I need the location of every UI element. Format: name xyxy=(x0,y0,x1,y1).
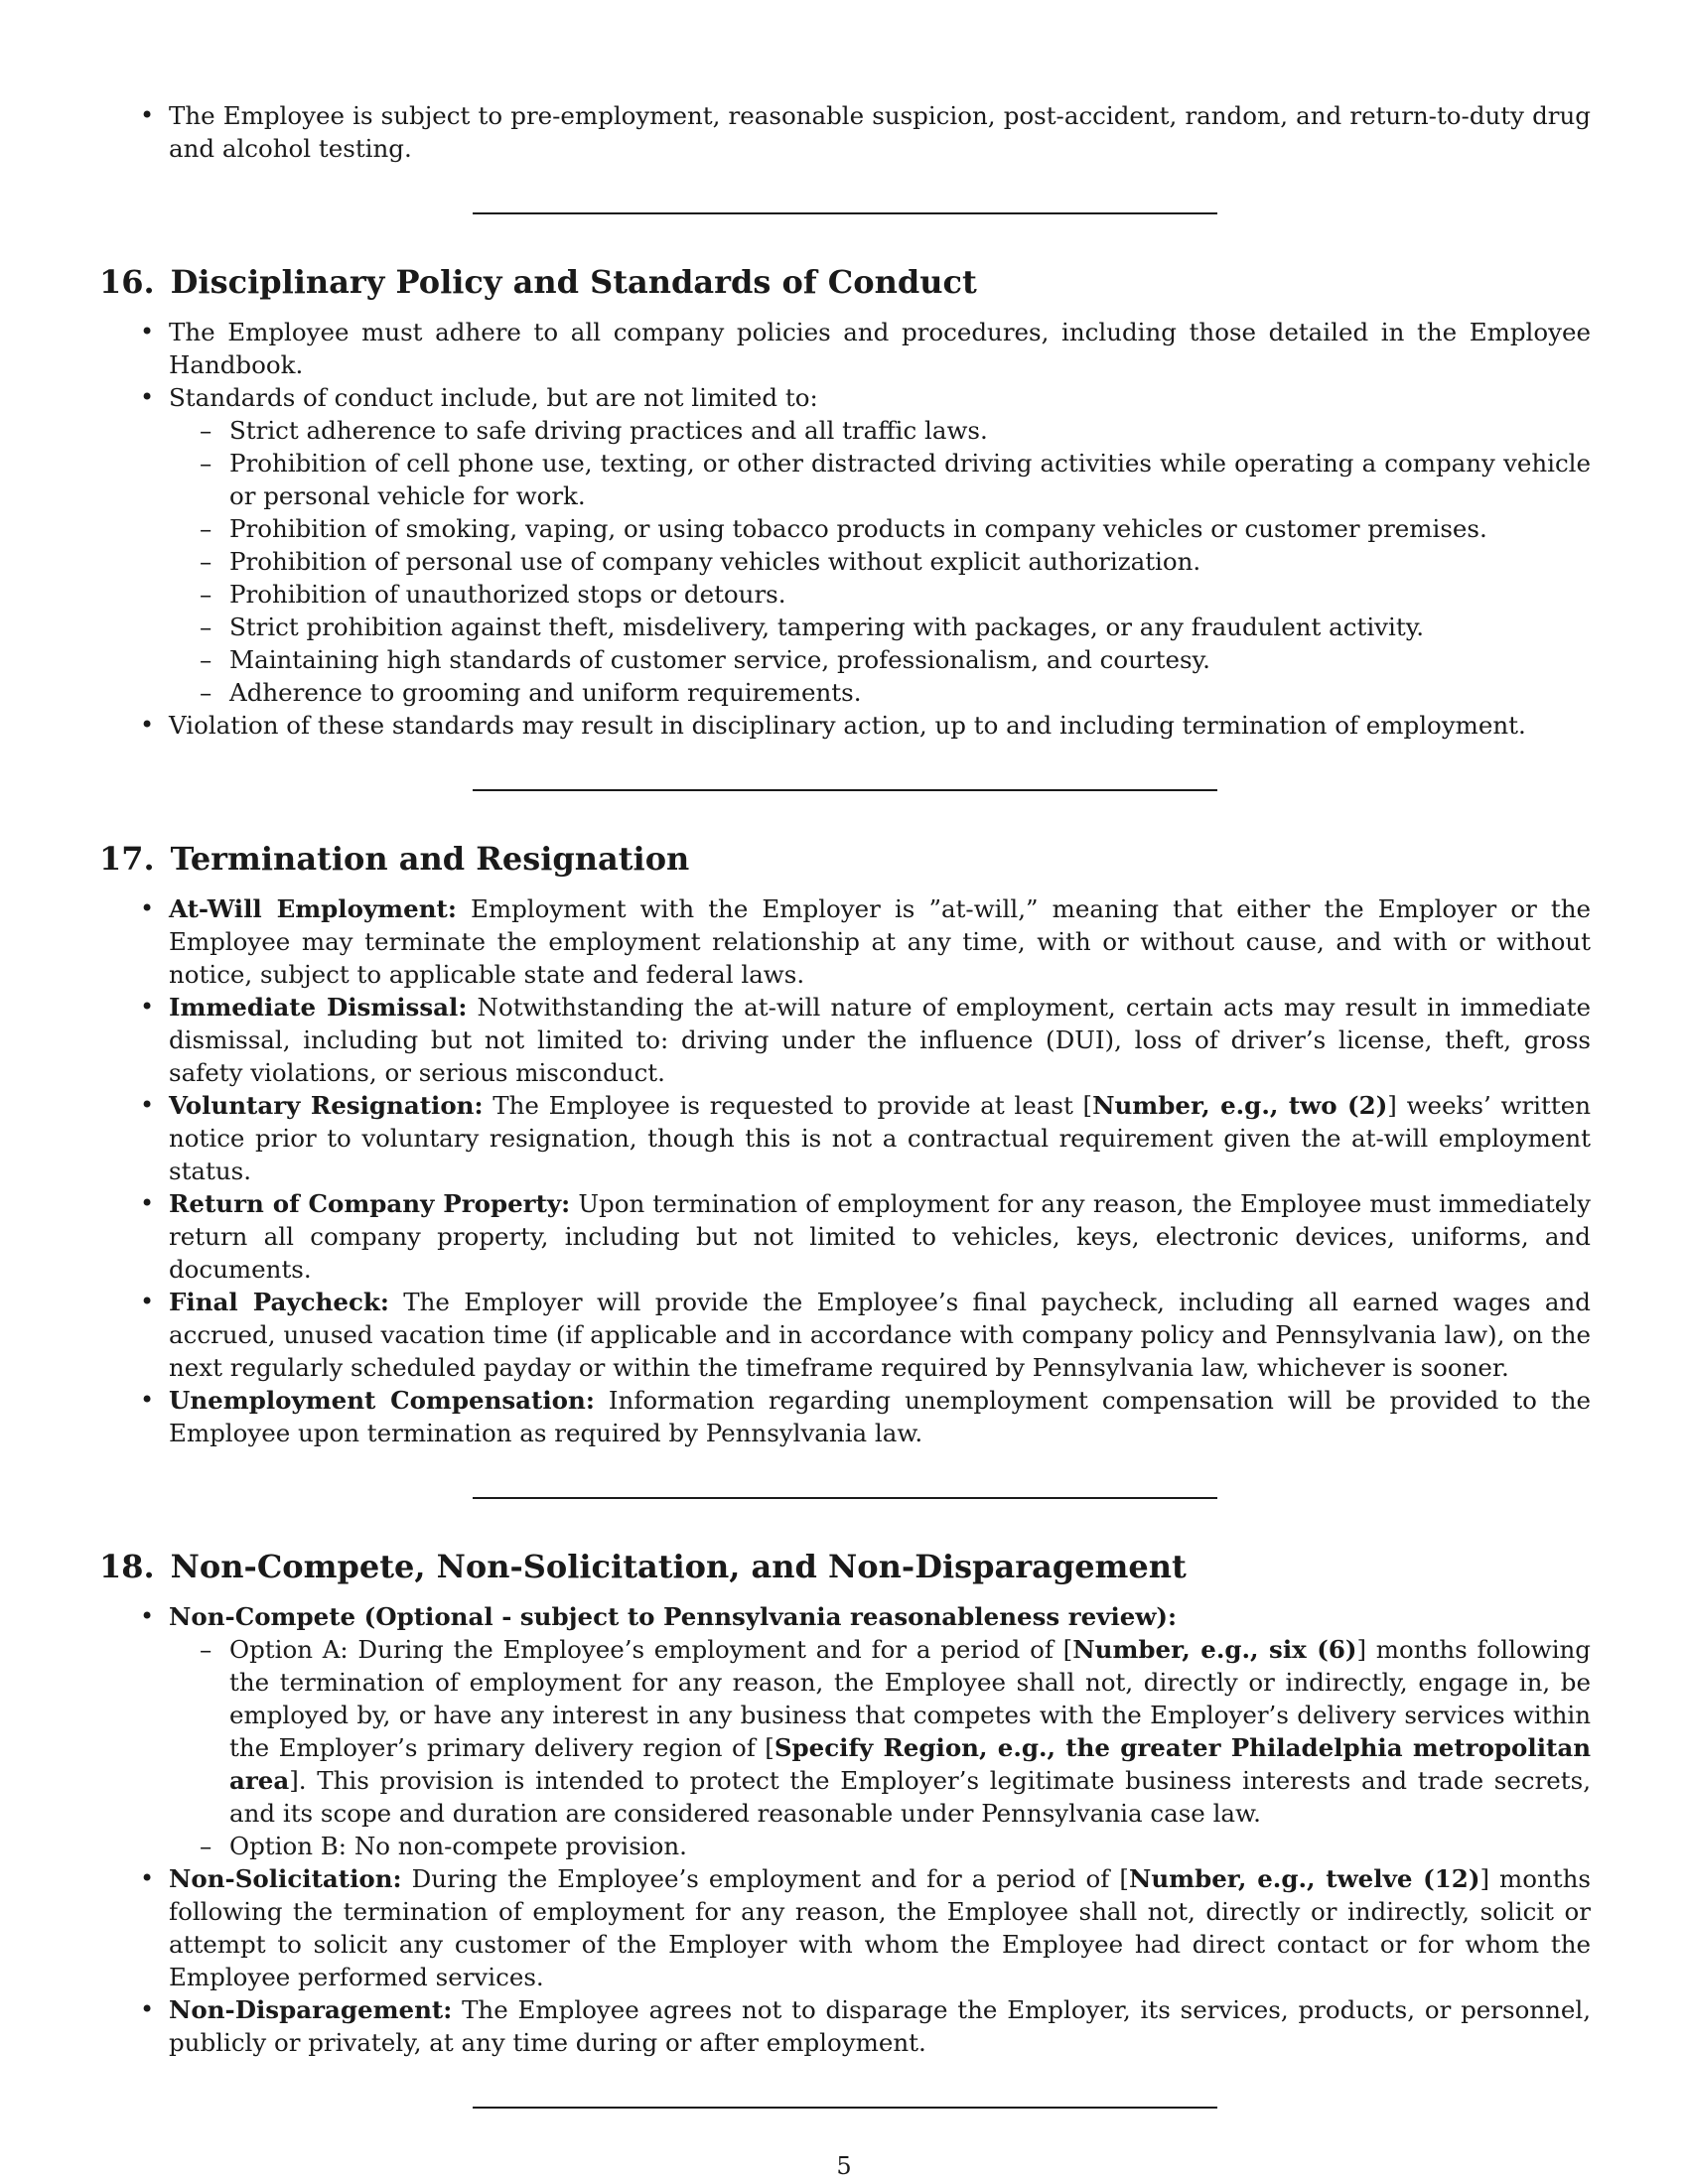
section-divider xyxy=(473,789,1217,791)
section-18-list xyxy=(99,1600,1591,2059)
conduct-sublist xyxy=(169,414,1591,709)
sub-list-item: – Maintaining high standards of customer service, professionalism, and courtesy. xyxy=(229,643,1591,676)
list-item: • The Employee is subject to pre-employment, reasonable suspicion, post-accident, random, and return-to-duty drug and alcohol testing. xyxy=(169,99,1591,165)
intro-list xyxy=(99,99,1591,165)
section-heading: 18. Non-Compete, Non-Solicitation, and Non-Disparagement xyxy=(99,1548,1187,1585)
section-heading: 16. Disciplinary Policy and Standards of Conduct xyxy=(99,263,977,301)
section-divider xyxy=(473,2107,1217,2109)
list-item: • The Employee must adhere to all company policies and procedures, including those detailed in the Employee Handbook. xyxy=(169,316,1591,381)
sub-list-item: – Option A: During the Employee’s employment and for a period of [Number, e.g., six (6)] months following the termination of employment for any reason, the Employee shall not, directly or indirectly, engage in, be employed by, or have any interest in any business that competes with the Employer’s delivery services within the Employer’s primary delivery region of [Specify Region, e.g., the greater Philadelphia metropolitan area]. This provision is intended to protect the Employer’s legitimate business interests and trade secrets, and its scope and duration are considered reasonable under Pennsylvania case law. xyxy=(229,1633,1591,1830)
sub-list-item: – Option B: No non-compete provision. xyxy=(229,1830,1591,1862)
section-16 xyxy=(99,262,1591,742)
sub-list-item: – Strict adherence to safe driving practices and all traffic laws. xyxy=(229,414,1591,447)
section-17-list xyxy=(99,892,1591,1449)
sub-list-item: – Strict prohibition against theft, misdelivery, tampering with packages, or any fraudulent activity. xyxy=(229,611,1591,643)
noncompete-options xyxy=(169,1633,1591,1862)
sub-list-item: – Prohibition of smoking, vaping, or using tobacco products in company vehicles or customer premises. xyxy=(229,512,1591,545)
list-item: • At-Will Employment: Employment with the Employer is ”at-will,” meaning that either the Employer or the Employee may terminate the employment relationship at any time, with or without cause, and with or without notice, subject to applicable state and federal laws. xyxy=(169,892,1591,991)
section-17 xyxy=(99,839,1591,1449)
sub-list-item: – Prohibition of personal use of company vehicles without explicit authorization. xyxy=(229,545,1591,578)
section-18 xyxy=(99,1547,1591,2059)
page-content xyxy=(99,99,1591,2109)
section-divider xyxy=(473,212,1217,214)
list-item: • Violation of these standards may result in disciplinary action, up to and including termination of employment. xyxy=(169,709,1591,742)
sub-list-item: – Prohibition of cell phone use, texting, or other distracted driving activities while operating a company vehicle or personal vehicle for work. xyxy=(229,447,1591,512)
section-heading: 17. Termination and Resignation xyxy=(99,840,690,878)
list-item: • Unemployment Compensation: Information regarding unemployment compensation will be provided to the Employee upon termination as required by Pennsylvania law. xyxy=(169,1384,1591,1449)
list-item: • Final Paycheck: The Employer will provide the Employee’s final paycheck, including all earned wages and accrued, unused vacation time (if applicable and in accordance with company policy and Pennsylvania law), on the next regularly scheduled payday or within the timeframe required by Pennsylvania law, whichever is sooner. xyxy=(169,1286,1591,1384)
sub-list-item: – Prohibition of unauthorized stops or detours. xyxy=(229,578,1591,611)
list-item: • Non-Compete (Optional - subject to Pennsylvania reasonableness review): – Option A: During the Employee’s employment and for a period of [Number, e.g., six (6)] months following the termination of employment for any reason, the Employee shall not, directly or indirectly, engage in, be employed by, or have any interest in any business that competes with the Employer’s delivery services within the Employer’s primary delivery region of [Specify Region, e.g., the greater Philadelphia metropolitan area]. This provision is intended to protect the Employer’s legitimate business interests and trade secrets, and its scope and duration are considered reasonable under Pennsylvania case law. – Option B: No non-compete provision. xyxy=(169,1600,1591,1862)
list-item: • Non-Solicitation: During the Employee’s employment and for a period of [Number, e.g., twelve (12)] months following the termination of employment for any reason, the Employee shall not, directly or indirectly, solicit or attempt to solicit any customer of the Employer with whom the Employee had direct contact or for whom the Employee performed services. xyxy=(169,1862,1591,1993)
list-item: • Standards of conduct include, but are not limited to: – Strict adherence to safe driving practices and all traffic laws. – Prohibition of cell phone use, texting, or other distracted driving activities while operating a company vehicle or personal vehicle for work. – Prohibition of smoking, vaping, or using tobacco products in company vehicles or customer premises. – Prohibition of personal use of company vehicles without explicit authorization. – Prohibition of unauthorized stops or detours. – Strict prohibition against theft, misdelivery, tampering with packages, or any fraudulent activity. – Maintaining high standards of customer service, professionalism, and courtesy. – Adherence to grooming and uniform requirements. xyxy=(169,381,1591,709)
list-item: • Immediate Dismissal: Notwithstanding the at-will nature of employment, certain acts may result in immediate dismissal, including but not limited to: driving under the influence (DUI), loss of driver’s license, theft, gross safety violations, or serious misconduct. xyxy=(169,991,1591,1089)
list-item: • Return of Company Property: Upon termination of employment for any reason, the Employee must immediately return all company property, including but not limited to vehicles, keys, electronic devices, uniforms, and documents. xyxy=(169,1187,1591,1286)
list-item: • Non-Disparagement: The Employee agrees not to disparage the Employer, its services, products, or personnel, publicly or privately, at any time during or after employment. xyxy=(169,1993,1591,2059)
section-divider xyxy=(473,1497,1217,1499)
list-item: • Voluntary Resignation: The Employee is requested to provide at least [Number, e.g., two (2)] weeks’ written notice prior to voluntary resignation, though this is not a contractual requirement given the at-will employment status. xyxy=(169,1089,1591,1187)
sub-list-item: – Adherence to grooming and uniform requirements. xyxy=(229,676,1591,709)
section-16-list xyxy=(99,316,1591,742)
page-number: 5 xyxy=(836,2152,852,2180)
